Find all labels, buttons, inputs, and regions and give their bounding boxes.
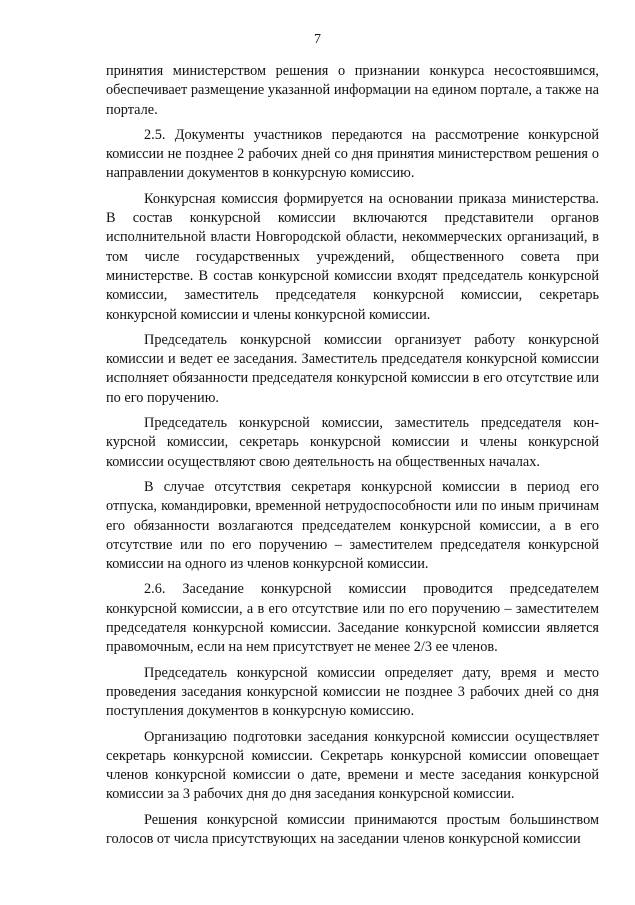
paragraph-4: Председатель конкурсной комиссии организует работу конкурсной комиссии и ведет ее заседания. Заместитель председателя конкурсной комиссии исполняет обязанности председателя конкурсной комиссии в его отсутствие или по его поручению.	[106, 331, 599, 406]
paragraph-10: Решения конкурсной комиссии принимаются простым большинством голосов от числа присутствующих на заседании членов конкурсной комиссии	[106, 811, 599, 847]
page-number: 7	[314, 32, 321, 47]
paragraph-1: принятия министерством решения о признании конкурса несостоявшимся, обеспечивает размещение указанной информации на едином портале, а также на портале.	[106, 63, 599, 118]
paragraph-8: Председатель конкурсной комиссии определяет дату, время и место проведения заседания конкурсной комиссии не позднее 3 рабочих дней со дня поступления документов в конкурсную комиссию.	[106, 664, 599, 720]
paragraph-9: Организацию подготовки заседания конкурсной комиссии осуществляет секретарь конкурсной комиссии. Секретарь конкурсной комиссии оповещает членов конкурсной комиссии о дате, времени и месте заседания конкурсной комиссии за 3 рабочих дня до дня заседания конкурсной комиссии.	[106, 728, 599, 803]
paragraph-5: Председатель конкурсной комиссии, заместитель председателя конкурсной комиссии, секретарь конкурсной комиссии и члены конкурсной комиссии осуществляют свою деятельность на общественных началах.	[106, 415, 599, 470]
document-body	[106, 62, 599, 855]
paragraph-6: В случае отсутствия секретаря конкурсной комиссии в период его отпуска, командировки, временной нетрудоспособности или по иным причинам его обязанности возлагаются председателем конкурсной комиссии, а в его отсутствие или по его поручению – заместителем председателя конкурсной комиссии на одного из членов конкурсной комиссии.	[106, 478, 599, 573]
paragraph-7: 2.6. Заседание конкурсной комиссии проводится председателем конкурсной комиссии, а в его отсутствие или по его поручению – заместителем председателя конкурсной комиссии. Заседание конкурсной комиссии является правомочным, если на нем присутствует не менее 2/3 ее членов.	[106, 581, 599, 656]
paragraph-3: Конкурсная комиссия формируется на основании приказа министерства. В состав конкурсной комиссии включаются представители органов исполнительной власти Новгородской области, некоммерческих организаций, в том числе государственных учреждений, общественного совета при министерстве. В состав конкурсной комиссии входят председатель конкурсной комиссии, заместитель председателя конкурсной комиссии, секретарь конкурсной комиссии и члены конкурсной комиссии.	[106, 190, 599, 323]
paragraph-2: 2.5. Документы участников передаются на рассмотрение конкурсной комиссии не позднее 2 рабочих дней со дня принятия министерством решения о направлении документов в конкурсную комиссию.	[106, 126, 599, 182]
